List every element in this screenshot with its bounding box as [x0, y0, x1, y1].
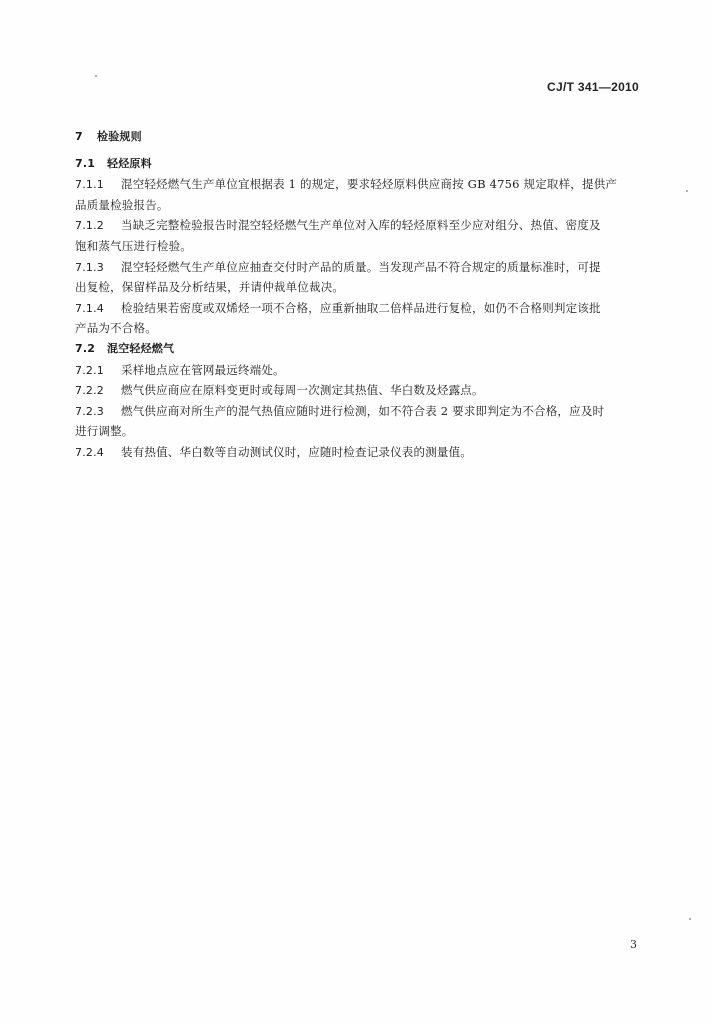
clause-continuation: 进行调整。: [75, 424, 134, 439]
clause-text: 燃气供应商对所生产的混气热值应随时进行检测，如不符合表 2 要求即判定为不合格，应及时: [121, 403, 605, 418]
clause-7-1-3: [75, 257, 640, 298]
subsection-number: 7.1: [75, 156, 96, 170]
clause-number: 7.1.2: [75, 219, 104, 233]
page-number: 3: [630, 938, 637, 951]
clause-text: 燃气供应商应在原料变更时或每周一次测定其热值、华白数及烃露点。: [121, 383, 484, 398]
clause-7-2-4: [75, 442, 640, 463]
clause-number: 7.2.2: [75, 384, 104, 398]
document-body: [75, 127, 640, 463]
clause-7-2-2: [75, 380, 640, 401]
clause-number: 7.2.1: [75, 363, 104, 377]
subsection-heading: [75, 339, 640, 360]
scan-speck: [689, 918, 691, 920]
clause-text: 当缺乏完整检验报告时混空轻烃燃气生产单位对入库的轻烃原料至少应对组分、热值、密度及: [121, 218, 601, 233]
standard-code: CJ/T 341—2010: [547, 80, 639, 94]
clause-number: 7.1.4: [75, 301, 104, 315]
clause-7-2-1: [75, 360, 640, 381]
scan-speck: [95, 75, 97, 77]
subsection-title: 轻烃原料: [107, 156, 152, 170]
clause-continuation: 品质量检验报告。: [75, 197, 169, 212]
clause-7-2-3: [75, 401, 640, 442]
section-number: 7: [75, 130, 83, 143]
clause-continuation: 产品为不合格。: [75, 321, 157, 336]
clause-number: 7.2.4: [75, 445, 104, 459]
clause-text: 装有热值、华白数等自动测试仪时，应随时检查记录仪表的测量值。: [121, 444, 472, 459]
clause-continuation: 出复检，保留样品及分析结果，并请仲裁单位裁决。: [75, 280, 345, 295]
clause-text: 混空轻烃燃气生产单位宜根据表 1 的规定，要求轻烃原料供应商按 GB 4756 规定取样，提供产: [121, 177, 618, 192]
clause-continuation: 饱和蒸气压进行检验。: [75, 238, 192, 253]
clause-text: 混空轻烃燃气生产单位应抽查交付时产品的质量。当发现产品不符合规定的质量标准时，可提: [121, 259, 601, 274]
clause-text: 检验结果若密度或双烯烃一项不合格，应重新抽取二倍样品进行复检，如仍不合格则判定该批: [121, 300, 601, 315]
clause-7-1-2: [75, 215, 640, 256]
subsection-title: 混空轻烃燃气: [107, 341, 175, 355]
clause-number: 7.2.3: [75, 404, 104, 418]
section-title: 检验规则: [97, 130, 142, 143]
section-heading: [75, 127, 640, 148]
clause-7-1-4: [75, 298, 640, 339]
clause-number: 7.1.3: [75, 260, 104, 274]
scan-speck: [686, 190, 688, 192]
subsection-number: 7.2: [75, 341, 96, 355]
clause-7-1-1: [75, 174, 640, 215]
subsection-heading: [75, 154, 640, 175]
clause-text: 采样地点应在管网最远终端处。: [121, 362, 285, 377]
clause-number: 7.1.1: [75, 178, 104, 192]
